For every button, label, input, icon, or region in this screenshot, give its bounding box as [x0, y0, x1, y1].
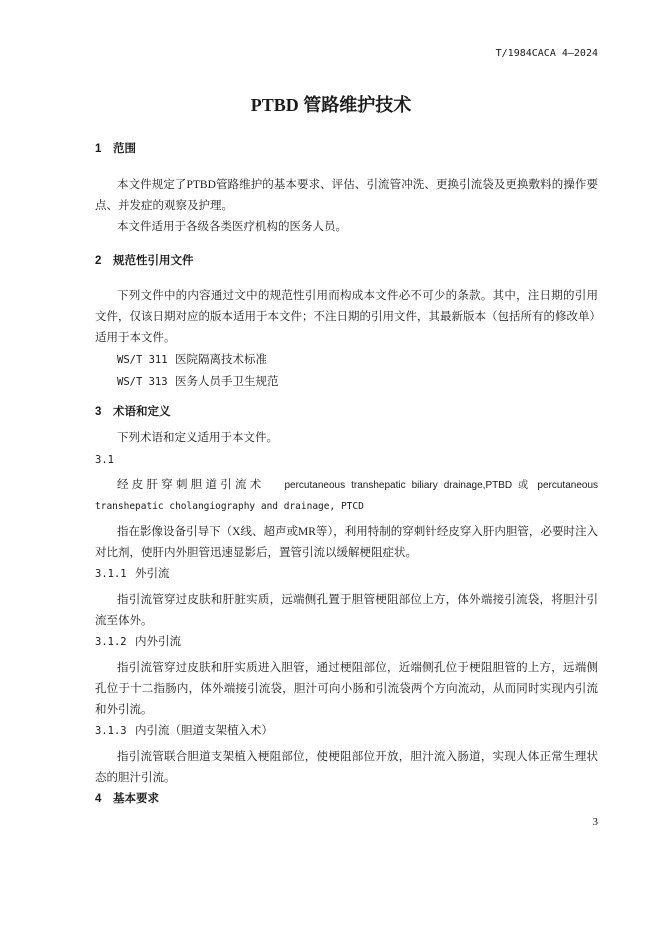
- reference-title: 医院隔离技术标准: [175, 354, 267, 366]
- paragraph-line: 下列术语和定义适用于本文件。: [117, 432, 278, 444]
- section-title: 术语和定义: [113, 406, 171, 418]
- paragraph-line: 指引流管联合胆道支架植入梗阻部位，使梗阻部位开放，胆汁流入肠道，实现人体正常生理状: [117, 751, 598, 763]
- paragraph-line: 指引流管穿过皮肤和肝实质进入胆管，通过梗阻部位，近端侧孔位于梗阻胆管的上方，远端侧: [117, 662, 598, 674]
- paragraph-line: 下列文件中的内容通过文中的规范性引用而构成本文件必不可少的条款。其中，注日期的引用: [117, 290, 598, 302]
- clause-number: 3.1: [95, 454, 114, 466]
- section-heading-terms: [95, 402, 598, 423]
- page-number: 3: [592, 816, 598, 828]
- section-title: 范围: [113, 143, 136, 155]
- paragraph-line: 本文件适用于各级各类医疗机构的医务人员。: [117, 221, 347, 233]
- section-number: 1: [95, 143, 102, 155]
- paragraph-line: 文件，仅该日期对应的版本适用于本文件；不注日期的引用文件，其最新版本（包括所有的修改单）: [95, 311, 601, 323]
- reference-item: [95, 349, 598, 371]
- paragraph-line: 态的胆汁引流。: [95, 772, 176, 784]
- subterm-heading: [95, 632, 598, 653]
- paragraph-line: 流至体外。: [95, 615, 153, 627]
- section-title: 规范性引用文件: [113, 255, 194, 267]
- section-title: 基本要求: [113, 793, 159, 805]
- section-heading-normative-references: [95, 251, 598, 272]
- subterm-definition: [95, 747, 598, 789]
- references-paragraph: [95, 286, 601, 349]
- terms-intro: [95, 428, 598, 449]
- paragraph-line: 对比剂，使肝内外胆管迅速显影后，置管引流以缓解梗阻症状。: [95, 547, 417, 559]
- subterm-heading: [95, 564, 598, 585]
- paragraph-line: 本文件规定了PTBD管路维护的基本要求、评估、引流管冲洗、更换引流袋及更换敷料的操作要: [117, 179, 598, 191]
- reference-code: WS/T 313: [117, 376, 168, 388]
- reference-code: WS/T 311: [117, 354, 168, 366]
- clause-number: 3.1.2: [95, 636, 127, 648]
- standard-number: T/1984CACA 4—2024: [495, 48, 598, 59]
- term-number: [95, 450, 598, 471]
- subterm-definition: [95, 590, 598, 632]
- paragraph-line: 适用于本文件。: [95, 332, 176, 344]
- term-name-en: percutaneous transhepatic biliary drainage,PTBD 或 percutaneous: [284, 480, 599, 491]
- term-name-line: [95, 474, 598, 496]
- section-number: 4: [95, 793, 102, 805]
- paragraph-line: 指在影像设备引导下（X线、超声或MR等），利用特制的穿刺针经皮穿入肝内胆管，必要时注入: [117, 526, 598, 538]
- paragraph-line: 和外引流。: [95, 704, 153, 716]
- section-number: 3: [95, 406, 102, 418]
- section-heading-scope: [95, 139, 598, 160]
- section-number: 2: [95, 255, 102, 267]
- clause-number: 3.1.1: [95, 568, 127, 580]
- reference-item: [95, 371, 598, 393]
- term-name-en-continued: transhepatic cholangiography and drainage, PTCD: [95, 501, 364, 512]
- document-body: [95, 139, 601, 810]
- section-heading-basic-requirements: [95, 789, 598, 810]
- term-entry: [95, 474, 598, 518]
- paragraph-line: 点、并发症的观察及护理。: [95, 200, 233, 212]
- term-definition: [95, 522, 598, 564]
- subterm-name: 外引流: [135, 568, 170, 580]
- subterm-name: 内引流（胆道支架植入术）: [135, 725, 273, 737]
- clause-number: 3.1.3: [95, 725, 127, 737]
- page-title: PTBD 管路维护技术: [250, 95, 412, 115]
- paragraph-line: 孔位于十二指肠内，体外端接引流袋，胆汁可向小肠和引流袋两个方向流动，从而同时实现内引流: [95, 683, 598, 695]
- reference-title: 医务人员手卫生规范: [175, 376, 279, 388]
- subterm-heading: [95, 721, 598, 742]
- paragraph-line: 指引流管穿过皮肤和肝脏实质，远端侧孔置于胆管梗阻部位上方，体外端接引流袋，将胆汁引: [117, 594, 598, 606]
- subterm-name: 内外引流: [135, 636, 181, 648]
- term-name-zh: 经皮肝穿刺胆道引流术: [117, 479, 265, 491]
- scope-paragraph: [95, 175, 598, 217]
- subterm-definition: [95, 658, 598, 721]
- scope-applicability-paragraph: [95, 217, 598, 238]
